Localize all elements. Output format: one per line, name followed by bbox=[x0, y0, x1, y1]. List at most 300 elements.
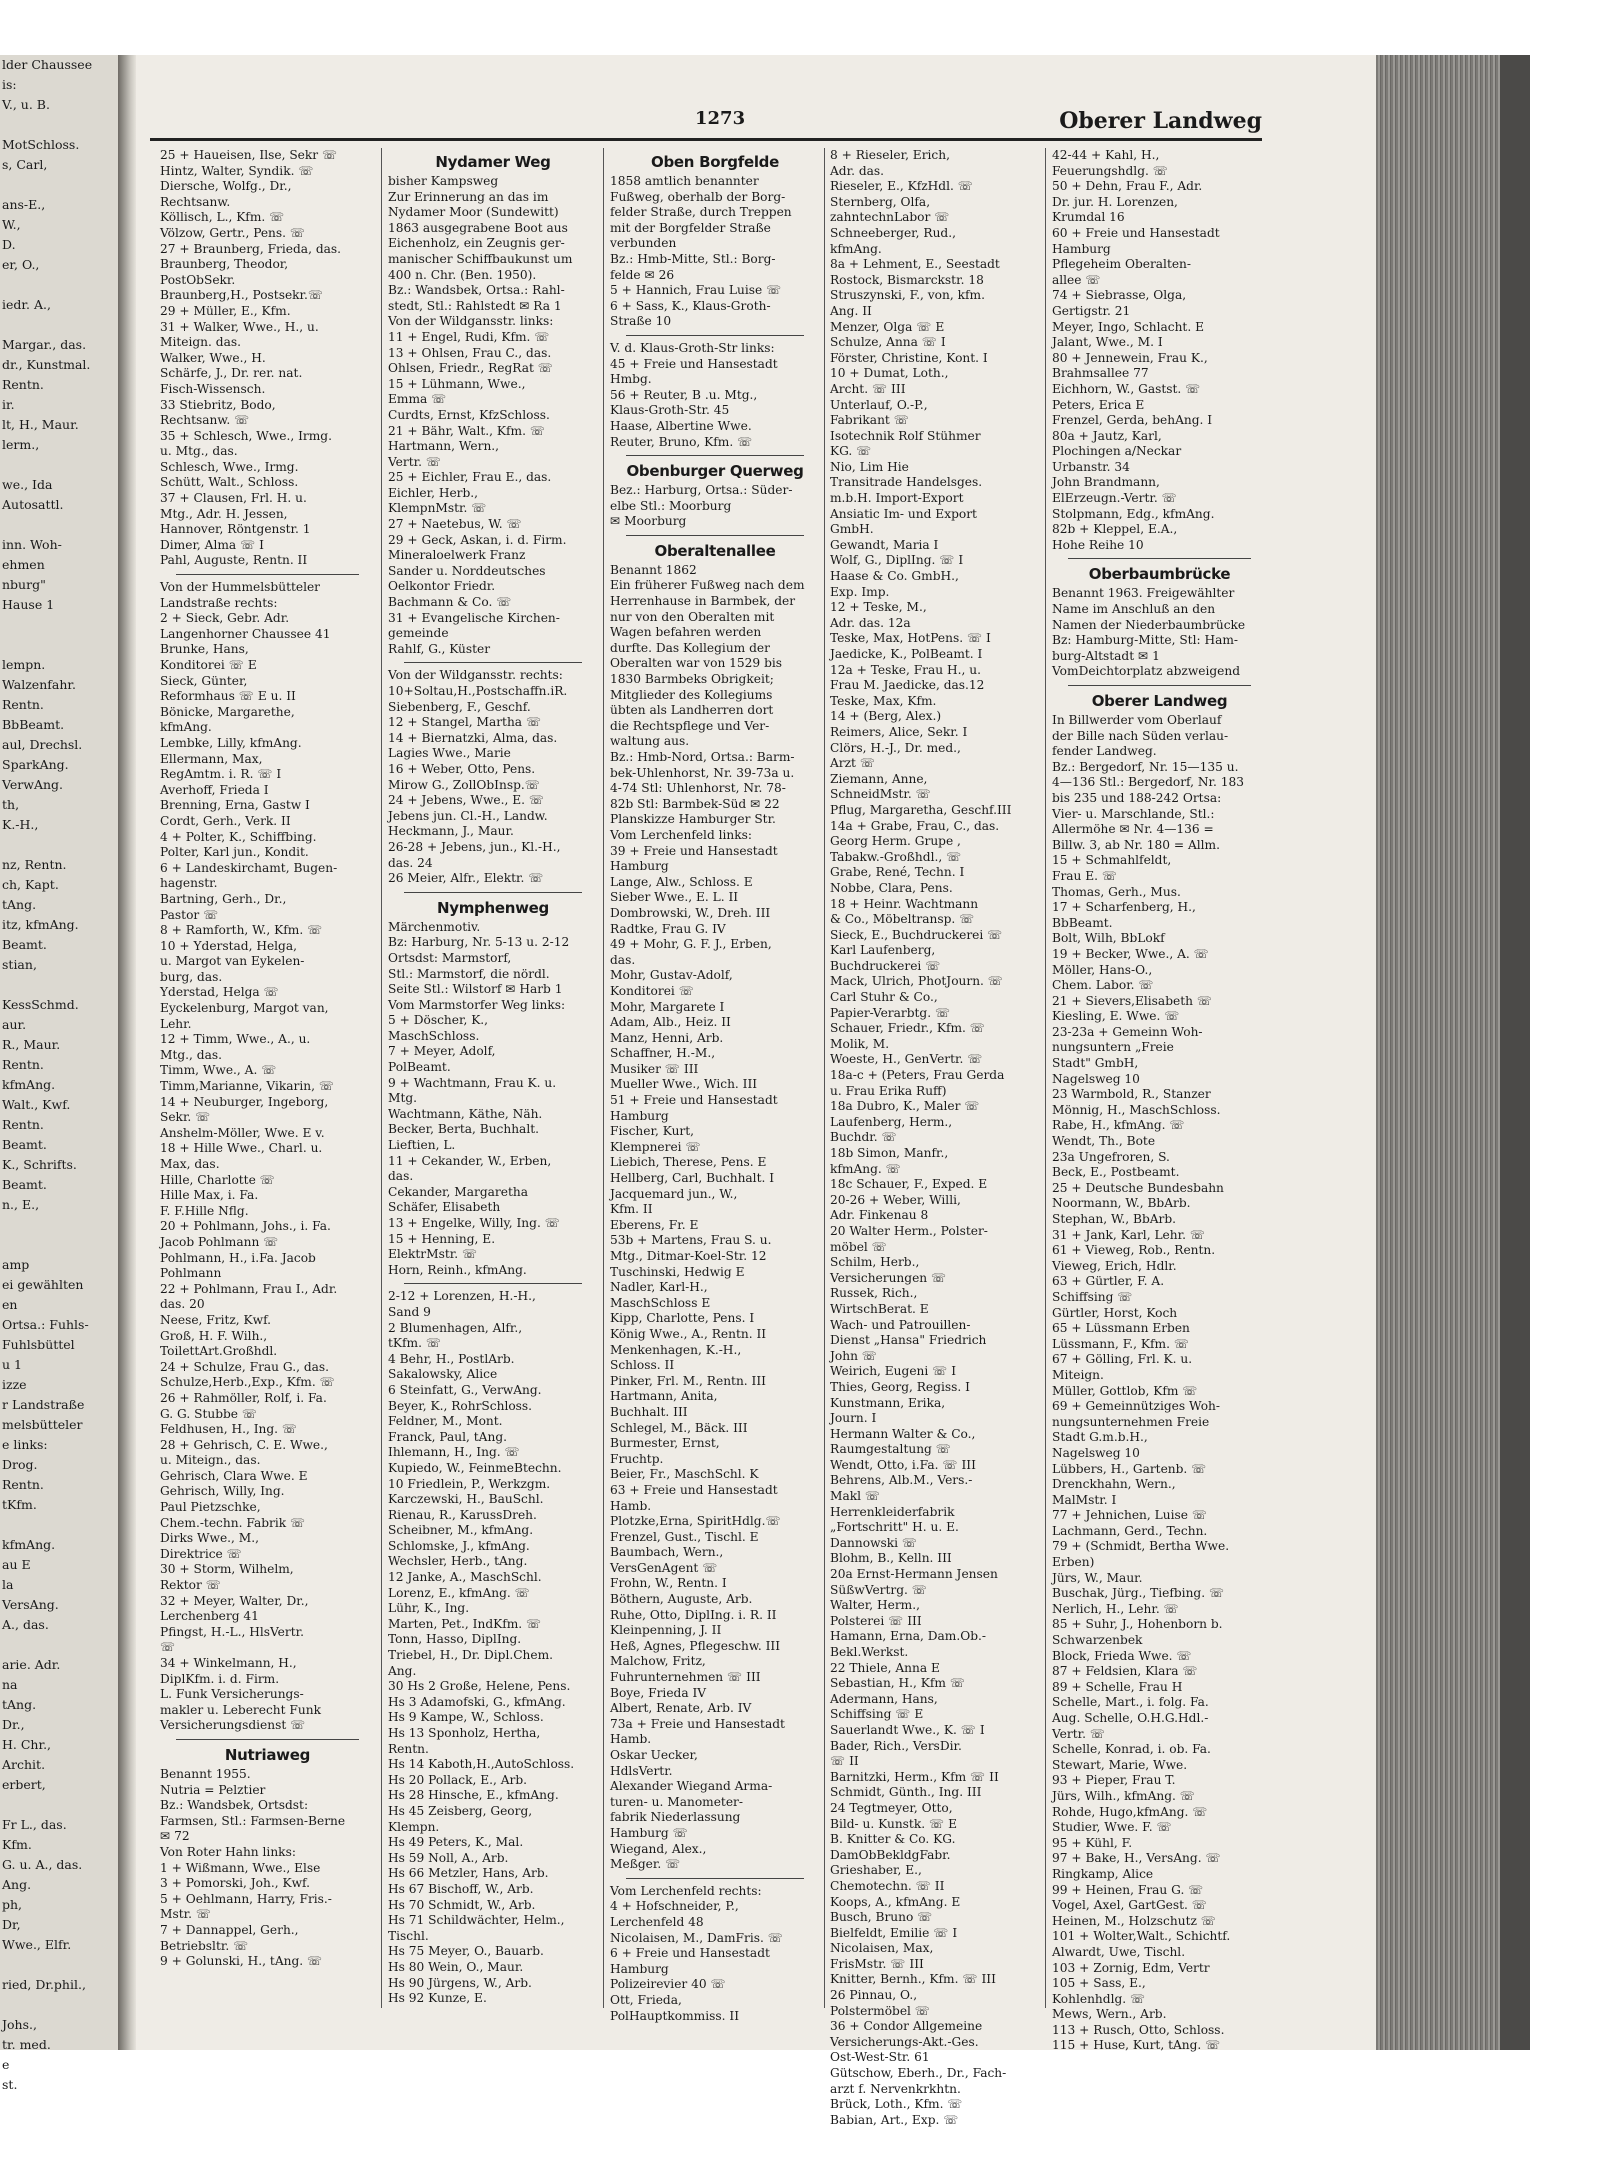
directory-entry: 8a + Lehment, E., Seestadt bbox=[830, 257, 1000, 272]
directory-entry: Feldhusen, H., Ing. ☏ bbox=[160, 1422, 298, 1437]
directory-entry: Hs 75 Meyer, O., Bauarb. bbox=[388, 1944, 544, 1959]
left-page-line: VersAng. bbox=[2, 1597, 59, 1612]
directory-entry: & Co., Möbeltransp. ☏ bbox=[830, 912, 975, 927]
directory-entry: zahntechnLabor ☏ bbox=[830, 210, 950, 225]
directory-entry: 4 + Polter, K., Schiffbing. bbox=[160, 829, 317, 844]
left-page-line: th, bbox=[2, 797, 20, 812]
directory-entry: Mitglieder des Kollegiums bbox=[610, 687, 773, 702]
left-page-line: BbBeamt. bbox=[2, 717, 65, 732]
directory-entry: Krumdal 16 bbox=[1052, 210, 1125, 225]
directory-entry: Fruchtp. bbox=[610, 1451, 664, 1466]
directory-entry: Allermöhe ✉ Nr. 4—136 = bbox=[1052, 822, 1214, 837]
left-page-line: au E bbox=[2, 1557, 31, 1572]
directory-entry: 31 + Evangelische Kirchen- bbox=[388, 610, 560, 625]
left-page-line bbox=[0, 1235, 118, 1255]
directory-entry: 31 + Walker, Wwe., H., u. bbox=[160, 319, 319, 334]
directory-entry: Dr. jur. H. Lorenzen, bbox=[1052, 194, 1178, 209]
page-header bbox=[150, 108, 1262, 138]
directory-entry: bis 235 und 188-242 Ortsa: bbox=[1052, 790, 1222, 805]
directory-entry: Frau E. ☏ bbox=[1052, 868, 1118, 883]
directory-entry: Eberens, Fr. E bbox=[610, 1217, 699, 1232]
directory-entry: 16 + Weber, Otto, Pens. bbox=[388, 761, 536, 776]
directory-entry: Jürs, W., Maur. bbox=[1052, 1570, 1143, 1585]
directory-entry: Ohlsen, Friedr., RegRat ☏ bbox=[388, 361, 554, 376]
directory-entry: Hs 13 Sponholz, Hertha, bbox=[388, 1726, 541, 1740]
directory-entry: Anshelm-Möller, Wwe. E v. bbox=[160, 1125, 325, 1140]
directory-entry: Dombrowski, W., Dreh. III bbox=[610, 905, 771, 920]
left-page-line: SparkAng. bbox=[2, 757, 69, 772]
directory-entry: Bönicke, Margarethe, bbox=[160, 704, 295, 719]
directory-entry: Exp. Imp. bbox=[830, 584, 890, 599]
left-page-line: Autosattl. bbox=[2, 497, 64, 512]
directory-entry: Hille, Charlotte ☏ bbox=[160, 1172, 275, 1187]
left-page-line bbox=[0, 835, 118, 855]
directory-entry: Jaedicke, K., PolBeamt. I bbox=[830, 647, 983, 661]
directory-entry: die Rechtspflege und Ver- bbox=[610, 718, 770, 733]
directory-entry: Straße 10 bbox=[610, 314, 672, 329]
left-page-line: arie. Adr. bbox=[2, 1657, 61, 1672]
left-page-line: st. bbox=[2, 2077, 18, 2092]
directory-entry: Klempn. bbox=[388, 1819, 440, 1834]
left-page-line bbox=[0, 1995, 118, 2015]
directory-entry: Feuerungshdlg. ☏ bbox=[1052, 163, 1168, 178]
directory-entry: nur von den Oberalten mit bbox=[610, 609, 775, 624]
left-page-line: ehmen bbox=[2, 557, 45, 572]
directory-entry: 56 + Reuter, B .u. Mtg., bbox=[610, 387, 758, 402]
directory-entry: 95 + Kühl, F. bbox=[1052, 1835, 1133, 1850]
directory-entry: Nio, Lim Hie bbox=[830, 459, 909, 474]
directory-entry: Alexander Wiegand Arma- bbox=[610, 1779, 773, 1794]
directory-entry: ☏ II bbox=[830, 1754, 859, 1769]
directory-entry: Reuter, Bruno, Kfm. ☏ bbox=[610, 434, 753, 449]
directory-entry: Hs 28 Hinsche, E., kfmAng. bbox=[388, 1788, 559, 1803]
directory-entry: u. Miteign., das. bbox=[160, 1453, 261, 1468]
directory-entry: Hermann Walter & Co., bbox=[830, 1426, 976, 1441]
directory-entry: VomDeichtorplatz abzweigend bbox=[1052, 664, 1241, 679]
directory-entry: Woeste, H., GenVertr. ☏ bbox=[830, 1052, 983, 1067]
directory-entry: Meyer, Ingo, Schlacht. E bbox=[1052, 319, 1204, 334]
directory-entry: Polsterei ☏ III bbox=[830, 1613, 922, 1628]
directory-entry: Averhoff, Frieda I bbox=[160, 782, 269, 797]
directory-entry: Studier, Wwe. F. ☏ bbox=[1052, 1820, 1172, 1835]
directory-entry: Heckmann, J., Maur. bbox=[388, 824, 514, 839]
directory-entry: Marten, Pet., IndKfm. ☏ bbox=[388, 1616, 542, 1631]
left-page-line: itz, kfmAng. bbox=[2, 917, 79, 932]
directory-entry: Hs 45 Zeisberg, Georg, bbox=[388, 1803, 533, 1818]
directory-entry: Ziemann, Anne, bbox=[830, 771, 928, 786]
left-page-line: W., bbox=[2, 217, 21, 232]
directory-entry: makler u. Leberecht Funk bbox=[160, 1702, 321, 1717]
left-page-line: tr. med. bbox=[2, 2037, 51, 2052]
directory-entry: Klempnerei ☏ bbox=[610, 1139, 701, 1154]
directory-entry: Nadler, Karl-H., bbox=[610, 1280, 708, 1295]
left-page-line: nburg" bbox=[2, 577, 46, 592]
left-page-line: tAng. bbox=[2, 1697, 37, 1712]
directory-entry: Lange, Alw., Schloss. E bbox=[610, 874, 753, 889]
directory-entry: Bolt, Wilh, BbLokf bbox=[1052, 931, 1165, 946]
directory-entry: 18 + Hille Wwe., Charl. u. bbox=[160, 1141, 323, 1156]
directory-entry: Urbanstr. 34 bbox=[1052, 459, 1130, 474]
directory-entry: übten als Landherren dort bbox=[610, 703, 774, 718]
directory-entry: Beier, Fr., MaschSchl. K bbox=[610, 1467, 759, 1482]
directory-entry: Nerlich, H., Lehr. ☏ bbox=[1052, 1601, 1179, 1616]
directory-entry: 63 + Freie und Hansestadt bbox=[610, 1482, 778, 1497]
directory-entry: Fisch-Wissensch. bbox=[160, 381, 266, 396]
column-divider bbox=[824, 148, 825, 2008]
directory-entry: Wendt, Th., Bote bbox=[1052, 1134, 1156, 1149]
left-page-line: inn. Woh- bbox=[2, 537, 62, 552]
directory-entry: Walker, Wwe., H. bbox=[160, 350, 266, 365]
directory-entry: Bartning, Gerh., Dr., bbox=[160, 891, 287, 906]
left-page-line: Rentn. bbox=[2, 1477, 44, 1492]
directory-entry: Schlomske, J., kfmAng. bbox=[388, 1538, 530, 1553]
directory-entry: 12 + Stangel, Martha ☏ bbox=[388, 715, 542, 730]
directory-entry: Knitter, Bernh., Kfm. ☏ III bbox=[830, 1972, 996, 1987]
directory-entry: verbunden bbox=[610, 236, 677, 251]
directory-entry: Pastor ☏ bbox=[160, 907, 219, 922]
directory-entry: Mirow G., ZollObInsp.☏ bbox=[388, 777, 540, 792]
directory-entry: Cekander, Margaretha bbox=[388, 1184, 528, 1199]
directory-entry: Chem. Labor. ☏ bbox=[1052, 978, 1154, 993]
directory-entry: 17 + Scharfenberg, H., bbox=[1052, 900, 1196, 915]
left-page-line: tAng. bbox=[2, 897, 37, 912]
directory-entry: 80 + Jennewein, Frau K., bbox=[1052, 350, 1208, 365]
directory-entry: Hs 49 Peters, K., Mal. bbox=[388, 1835, 524, 1850]
directory-entry: Tabakw.-Großhdl., ☏ bbox=[830, 849, 962, 864]
directory-entry: Musiker ☏ III bbox=[610, 1061, 699, 1076]
directory-entry: Rieseler, E., KfzHdl. ☏ bbox=[830, 179, 973, 194]
directory-entry: 6 Steinfatt, G., VerwAng. bbox=[388, 1382, 542, 1397]
directory-entry: Braunberg,H., Postsekr.☏ bbox=[160, 288, 324, 303]
directory-entry: Buchhalt. III bbox=[610, 1404, 688, 1419]
directory-entry: Ringkamp, Alice bbox=[1052, 1866, 1154, 1881]
directory-entry: 30 + Storm, Wilhelm, bbox=[160, 1562, 294, 1577]
directory-entry: Sternberg, Olfa, bbox=[830, 194, 931, 209]
left-page-line: Kfm. bbox=[2, 1837, 32, 1852]
directory-entry: allee ☏ bbox=[1052, 272, 1101, 287]
directory-entry: Rahlf, G., Küster bbox=[388, 641, 491, 656]
directory-entry: Jalant, Wwe., M. I bbox=[1052, 335, 1163, 350]
directory-entry: L. Funk Versicherungs- bbox=[160, 1687, 304, 1702]
directory-entry: Rostock, Bismarckstr. 18 bbox=[830, 272, 984, 287]
directory-entry: Hs 3 Adamofski, G., kfmAng. bbox=[388, 1694, 566, 1709]
left-page-line: ei gewählten bbox=[2, 1277, 84, 1292]
directory-entry: Hamburg bbox=[1052, 241, 1111, 256]
directory-entry: Heinen, M., Holzschutz ☏ bbox=[1052, 1913, 1216, 1928]
column-5 bbox=[1052, 148, 1267, 2053]
directory-entry: Beck, E., Postbeamt. bbox=[1052, 1165, 1180, 1180]
directory-entry: burg, das. bbox=[160, 969, 223, 984]
directory-entry: Menzer, Olga ☏ E bbox=[830, 319, 945, 334]
directory-entry: Manz, Henni, Arb. bbox=[610, 1030, 724, 1045]
directory-entry: Chemotechn. ☏ II bbox=[830, 1878, 945, 1893]
left-page-line: Fuhlsbüttel bbox=[2, 1337, 75, 1352]
left-page-line: Walt., Kwf. bbox=[2, 1097, 71, 1112]
directory-entry: Ost-West-Str. 61 bbox=[830, 2050, 930, 2065]
directory-entry: 25 + Deutsche Bundesbahn bbox=[1052, 1180, 1224, 1195]
directory-entry: Wechsler, Herb., tAng. bbox=[388, 1554, 528, 1569]
directory-entry: Pahl, Auguste, Rentn. II bbox=[160, 553, 308, 568]
directory-entry: „Fortschritt" H. u. E. bbox=[830, 1520, 959, 1535]
directory-entry: Förster, Christine, Kont. I bbox=[830, 350, 988, 365]
directory-entry: Kfm. II bbox=[610, 1202, 653, 1217]
directory-entry: nungsuntern „Freie bbox=[1052, 1040, 1174, 1055]
directory-entry: VersGenAgent ☏ bbox=[610, 1560, 718, 1575]
directory-entry: Scheibner, M., kfmAng. bbox=[388, 1523, 534, 1538]
directory-entry: 42-44 + Kahl, H., bbox=[1052, 148, 1160, 162]
directory-entry: 21 + Sievers,Elisabeth ☏ bbox=[1052, 993, 1213, 1008]
directory-entry: Drenckhahn, Wern., bbox=[1052, 1477, 1176, 1492]
directory-entry: Pfingst, H.-L., HlsVertr. bbox=[160, 1624, 304, 1639]
street-heading: Nymphenweg bbox=[437, 898, 549, 917]
directory-entry: Direktrice ☏ bbox=[160, 1546, 242, 1561]
left-page-line: ph, bbox=[2, 1897, 23, 1912]
directory-entry: Karl Laufenberg, bbox=[830, 943, 936, 958]
directory-entry: 85 + Suhr, J., Hohenborn b. bbox=[1052, 1617, 1223, 1632]
directory-entry: der Bille nach Süden verlau- bbox=[1052, 728, 1229, 743]
directory-entry: Horn, Reinh., kfmAng. bbox=[388, 1262, 527, 1277]
directory-entry: das. 24 bbox=[388, 855, 433, 870]
directory-entry: Weirich, Eugeni ☏ I bbox=[830, 1364, 957, 1379]
directory-entry: Raumgestaltung ☏ bbox=[830, 1442, 951, 1457]
directory-entry: 39 + Freie und Hansestadt bbox=[610, 843, 778, 858]
directory-entry: 20 + Pohlmann, Johs., i. Fa. bbox=[160, 1219, 331, 1234]
directory-entry: Mtg., das. bbox=[160, 1047, 222, 1062]
directory-entry: Polter, Karl jun., Kondit. bbox=[160, 845, 309, 860]
directory-entry: Nagelsweg 10 bbox=[1052, 1071, 1140, 1086]
directory-entry: Cordt, Gerh., Verk. II bbox=[160, 813, 291, 828]
left-page-line bbox=[0, 515, 118, 535]
left-page-line: Johs., bbox=[2, 2017, 37, 2032]
directory-entry: Albert, Renate, Arb. IV bbox=[610, 1701, 752, 1716]
directory-entry: Müller, Gottlob, Kfm ☏ bbox=[1052, 1383, 1198, 1398]
directory-entry: arzt f. Nervenkrkhtn. bbox=[830, 2081, 961, 2096]
running-head: Oberer Landweg bbox=[1059, 108, 1262, 134]
directory-entry: Sieck, Günter, bbox=[160, 673, 248, 688]
directory-entry: 9 + Golunski, H., tAng. ☏ bbox=[160, 1954, 323, 1969]
directory-entry: Wolf, G., DiplIng. ☏ I bbox=[830, 553, 964, 568]
directory-entry: Plotzke,Erna, SpiritHdlg.☏ bbox=[610, 1514, 781, 1529]
column-divider bbox=[1045, 148, 1046, 2008]
directory-entry: Polizeirevier 40 ☏ bbox=[610, 1977, 726, 1992]
directory-entry: 14a + Grabe, Frau, C., das. bbox=[830, 818, 1000, 833]
directory-entry: 7 + Meyer, Adolf, bbox=[388, 1044, 496, 1059]
directory-entry: Hille Max, i. Fa. bbox=[160, 1188, 259, 1203]
directory-entry: Arzt ☏ bbox=[830, 756, 876, 771]
directory-entry: Kiesling, E. Wwe. ☏ bbox=[1052, 1009, 1180, 1024]
directory-entry: Stadt G.m.b.H., bbox=[1052, 1430, 1148, 1445]
directory-entry: Adam, Alb., Heiz. II bbox=[610, 1015, 731, 1030]
directory-entry: Adr. das. 12a bbox=[830, 615, 911, 630]
directory-entry: Max, das. bbox=[160, 1157, 220, 1171]
directory-entry: Hamburg bbox=[610, 1108, 669, 1123]
left-page-line bbox=[0, 175, 118, 195]
directory-entry: Erben) bbox=[1052, 1555, 1095, 1570]
directory-entry: PolHauptkommiss. II bbox=[610, 2008, 740, 2023]
directory-entry: Thies, Georg, Regiss. I bbox=[830, 1379, 970, 1394]
directory-entry: Bz.: Hmb-Nord, Ortsa.: Barm- bbox=[610, 750, 795, 764]
directory-entry: Von Roter Hahn links: bbox=[160, 1844, 296, 1859]
directory-entry: Rienau, R., KarussDreh. bbox=[388, 1507, 537, 1522]
directory-entry: Jürs, Wilh., kfmAng. ☏ bbox=[1052, 1788, 1196, 1803]
directory-entry: Wagen befahren werden bbox=[610, 625, 762, 640]
left-page-line: r Landstraße bbox=[2, 1397, 85, 1412]
directory-entry: 24 + Schulze, Frau G., das. bbox=[160, 1359, 330, 1374]
directory-entry: Dirks Wwe., M., bbox=[160, 1531, 260, 1546]
directory-entry: Timm,Marianne, Vikarin, ☏ bbox=[160, 1079, 335, 1094]
directory-entry: Eyckelenburg, Margot van, bbox=[160, 1001, 329, 1016]
column-4 bbox=[830, 148, 1040, 2127]
directory-entry: 10 Friedlein, P., Werkzgm. bbox=[388, 1476, 551, 1491]
directory-entry: 20-26 + Weber, Willi, bbox=[830, 1192, 961, 1207]
left-page-line: ans-E., bbox=[2, 197, 46, 212]
directory-entry: 4 Behr, H., PostlArb. bbox=[388, 1351, 515, 1366]
directory-entry: 12a + Teske, Frau H., u. bbox=[830, 662, 981, 677]
directory-entry: Dienst „Hansa" Friedrich bbox=[830, 1333, 987, 1348]
directory-entry: 9 + Wachtmann, Frau K. u. bbox=[388, 1075, 557, 1090]
section-separator bbox=[404, 662, 582, 663]
directory-entry: Bachmann & Co. ☏ bbox=[388, 595, 512, 610]
directory-entry: Buchdr. ☏ bbox=[830, 1130, 897, 1145]
directory-entry: das. bbox=[388, 1169, 414, 1184]
directory-entry: Sauerlandt Wwe., K. ☏ I bbox=[830, 1722, 985, 1737]
left-page-line: aul, Drechsl. bbox=[2, 737, 83, 752]
directory-entry: Hs 92 Kunze, E. bbox=[388, 1991, 487, 2006]
directory-entry: 49 + Mohr, G. F. J., Erben, bbox=[610, 937, 772, 952]
left-page-line bbox=[0, 1635, 118, 1655]
directory-entry: 61 + Vieweg, Rob., Rentn. bbox=[1052, 1243, 1216, 1258]
left-page-line: en bbox=[2, 1297, 18, 1312]
directory-entry: 18 + Heinr. Wachtmann bbox=[830, 896, 979, 911]
directory-entry: Haase, Albertine Wwe. bbox=[610, 418, 752, 433]
directory-entry: Fabrikant ☏ bbox=[830, 413, 909, 428]
directory-entry: Becker, Berta, Buchhalt. bbox=[388, 1122, 539, 1137]
directory-entry: Schilm, Herb., bbox=[830, 1255, 920, 1270]
directory-entry: Lerchenfeld 48 bbox=[610, 1914, 704, 1929]
directory-entry: König Wwe., A., Rentn. II bbox=[610, 1326, 767, 1341]
directory-entry: In Billwerder vom Oberlauf bbox=[1052, 713, 1222, 727]
directory-entry: Feldner, M., Mont. bbox=[388, 1414, 503, 1429]
left-page-line bbox=[0, 1955, 118, 1975]
directory-entry: 12 Janke, A., MaschSchl. bbox=[388, 1570, 542, 1585]
directory-entry: Miteign. das. bbox=[160, 335, 241, 350]
left-page-line: lder Chaussee bbox=[2, 57, 93, 72]
directory-entry: Clörs, H.-J., Dr. med., bbox=[830, 740, 961, 755]
directory-entry: 69 + Gemeinnütziges Woh- bbox=[1052, 1399, 1220, 1414]
directory-entry: 37 + Clausen, Frl. H. u. bbox=[160, 491, 307, 506]
directory-entry: Eichhorn, W., Gastst. ☏ bbox=[1052, 381, 1201, 396]
directory-entry: 34 + Winkelmann, H., bbox=[160, 1656, 297, 1670]
directory-entry: 32 + Meyer, Walter, Dr., bbox=[160, 1593, 309, 1608]
directory-entry: FrisMstr. ☏ III bbox=[830, 1956, 924, 1971]
directory-entry: Schloss. II bbox=[610, 1358, 675, 1373]
directory-entry: 26 + Rahmöller, Rolf, i. Fa. bbox=[160, 1390, 327, 1405]
left-page-line: Rentn. bbox=[2, 1057, 44, 1072]
directory-entry: Adr. Finkenau 8 bbox=[830, 1208, 929, 1223]
directory-entry: Schwarzenbek bbox=[1052, 1633, 1143, 1648]
directory-entry: Sand 9 bbox=[388, 1304, 431, 1319]
directory-entry: Alwardt, Uwe, Tischl. bbox=[1052, 1944, 1186, 1959]
directory-entry: Farmsen, Stl.: Farmsen-Berne bbox=[160, 1813, 346, 1828]
directory-entry: Fuhrunternehmen ☏ III bbox=[610, 1670, 761, 1685]
directory-entry: ✉ 72 bbox=[160, 1829, 190, 1844]
left-page-line: kfmAng. bbox=[2, 1077, 56, 1092]
left-page-line: aur. bbox=[2, 1017, 27, 1032]
directory-entry: 14 + Neuburger, Ingeborg, bbox=[160, 1094, 329, 1109]
left-page-line: Beamt. bbox=[2, 1177, 47, 1192]
directory-entry: Ruhe, Otto, DiplIng. i. R. II bbox=[610, 1607, 777, 1622]
directory-entry: mit der Borgfelder Straße bbox=[610, 220, 771, 235]
directory-entry: Benannt 1862 bbox=[610, 562, 697, 577]
directory-entry: ElektrMstr. ☏ bbox=[388, 1247, 478, 1262]
directory-entry: Teske, Max, Kfm. bbox=[830, 693, 937, 708]
directory-entry: Tuschinski, Hedwig E bbox=[610, 1264, 745, 1279]
directory-entry: 51 + Freie und Hansestadt bbox=[610, 1093, 778, 1108]
directory-entry: Hartmann, Wern., bbox=[388, 439, 500, 454]
left-page-line: Wwe., Elfr. bbox=[2, 1937, 72, 1952]
directory-entry: Bz.: Wandsbek, Ortsa.: Rahl- bbox=[388, 283, 565, 298]
directory-entry: Meßger. ☏ bbox=[610, 1857, 681, 1872]
left-page-line: K.-H., bbox=[2, 817, 39, 832]
directory-entry: 36 + Condor Allgemeine bbox=[830, 2019, 983, 2034]
directory-entry: Rechtsanw. bbox=[160, 194, 231, 209]
directory-entry: Hs 80 Wein, O., Maur. bbox=[388, 1959, 524, 1974]
directory-entry: Hamb. bbox=[610, 1732, 652, 1747]
directory-entry: Archt. ☏ III bbox=[830, 381, 906, 396]
left-page-line: D. bbox=[2, 237, 16, 252]
directory-entry: ☏ bbox=[160, 1640, 176, 1655]
directory-entry: Bild- u. Kunstk. ☏ E bbox=[830, 1816, 957, 1831]
street-heading: Oberbaumbrücke bbox=[1088, 565, 1231, 584]
directory-entry: Schärfe, J., Dr. rer. nat. bbox=[160, 366, 303, 381]
directory-entry: tKfm. ☏ bbox=[388, 1336, 442, 1351]
directory-entry: Pflegeheim Oberalten- bbox=[1052, 257, 1192, 272]
directory-entry: Franck, Paul, tAng. bbox=[388, 1429, 507, 1444]
book-cover-edge bbox=[1500, 55, 1530, 2050]
left-page-line: is: bbox=[2, 77, 17, 92]
left-page-line: ch, Kapt. bbox=[2, 877, 59, 892]
directory-entry: 23-23a + Gemeinn Woh- bbox=[1052, 1024, 1203, 1039]
directory-entry: Vertr. ☏ bbox=[1052, 1726, 1106, 1741]
directory-entry: KlempnMstr. ☏ bbox=[388, 501, 487, 516]
directory-entry: Vier- u. Marschlande, Stl.: bbox=[1052, 806, 1215, 821]
directory-entry: Malchow, Fritz, bbox=[610, 1654, 706, 1669]
directory-entry: SchneidMstr. ☏ bbox=[830, 787, 931, 802]
directory-entry: 35 + Schlesch, Wwe., Irmg. bbox=[160, 428, 332, 443]
directory-entry: F. F.Hille Nflg. bbox=[160, 1203, 249, 1218]
directory-entry: Schlesch, Wwe., Irmg. bbox=[160, 459, 299, 474]
directory-entry: Buchdruckerei ☏ bbox=[830, 958, 941, 973]
directory-entry: 60 + Freie und Hansestadt bbox=[1052, 225, 1220, 240]
directory-entry: Gehrisch, Willy, Ing. bbox=[160, 1484, 285, 1499]
directory-entry: Beyer, K., RohrSchloss. bbox=[388, 1398, 533, 1413]
directory-entry: Schmidt, Günth., Ing. III bbox=[830, 1785, 982, 1800]
left-page-line: Hause 1 bbox=[2, 597, 55, 612]
directory-entry: Pinker, Frl. M., Rentn. III bbox=[610, 1373, 766, 1388]
section-separator bbox=[1068, 685, 1251, 686]
directory-entry: 30 Hs 2 Große, Helene, Pens. bbox=[388, 1679, 571, 1694]
directory-entry: 4-74 Stl: Uhlenhorst, Nr. 78- bbox=[610, 781, 786, 796]
directory-entry: 103 + Zornig, Edm, Vertr bbox=[1052, 1960, 1210, 1975]
directory-entry: Ansiatic Im- und Export bbox=[830, 506, 977, 521]
left-page-line: Ang. bbox=[2, 1877, 32, 1892]
directory-entry: 12 + Timm, Wwe., A., u. bbox=[160, 1032, 311, 1047]
directory-entry: Schlegel, M., Bäck. III bbox=[610, 1420, 748, 1435]
left-page-line: la bbox=[2, 1577, 14, 1592]
street-heading: Nydamer Weg bbox=[435, 153, 551, 171]
directory-entry: Benannt 1955. bbox=[160, 1766, 251, 1781]
directory-entry: Kleinpenning, J. II bbox=[610, 1623, 722, 1638]
